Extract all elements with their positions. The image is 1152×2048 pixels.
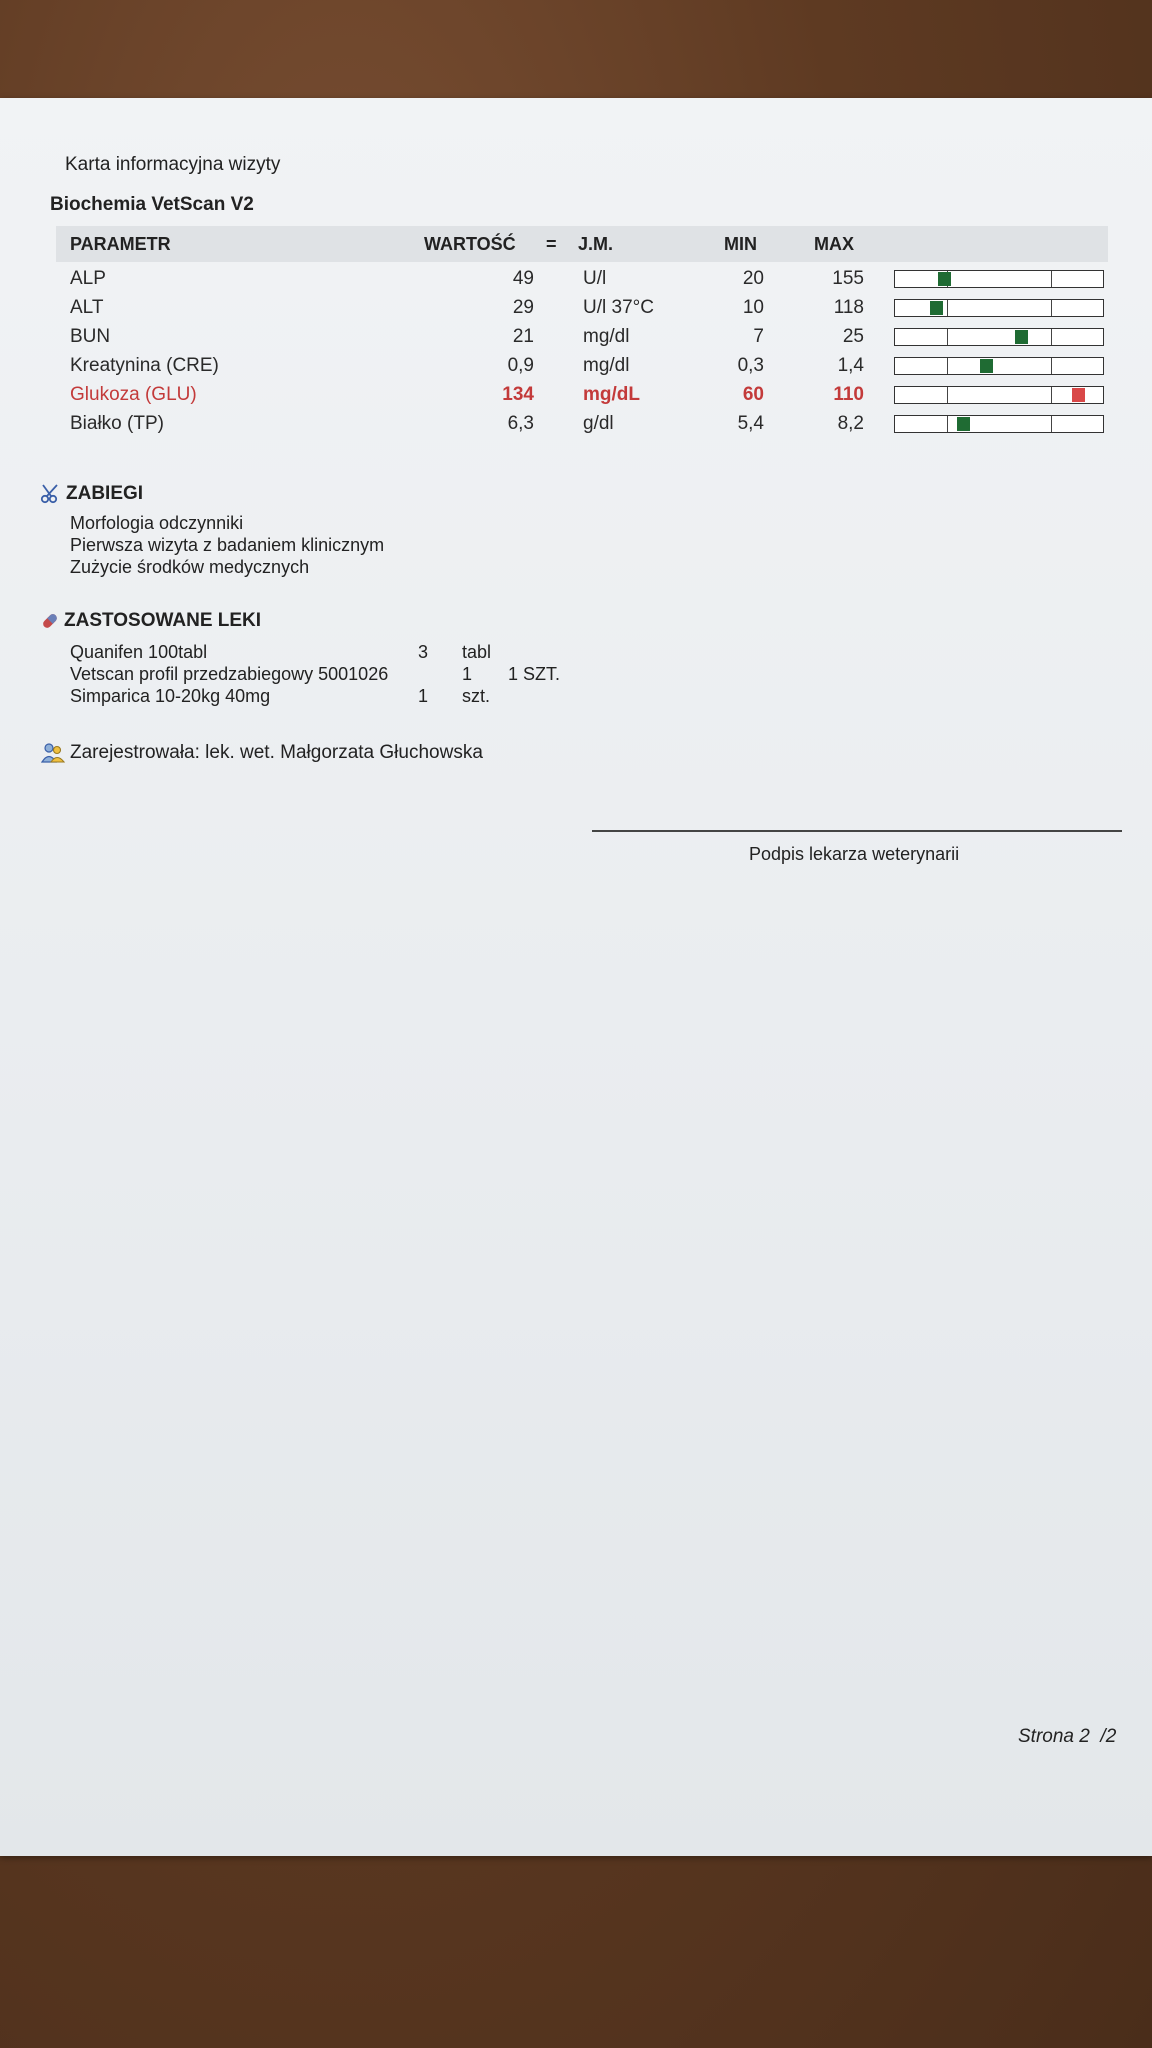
signature-line <box>592 830 1122 832</box>
range-gauge <box>894 270 1104 288</box>
header-param: PARAMETR <box>70 234 171 254</box>
table-row <box>0 380 1152 410</box>
range-marker <box>938 272 951 286</box>
param-name: Glukoza (GLU) <box>70 384 197 405</box>
drug-qty: 1 <box>418 686 429 706</box>
param-name: BUN <box>70 326 111 347</box>
param-max: 1,4 <box>837 355 864 376</box>
param-min: 60 <box>742 384 764 405</box>
param-min: 0,3 <box>737 355 764 376</box>
param-unit: U/l 37°C <box>583 297 654 318</box>
range-gauge <box>894 415 1104 433</box>
param-max: 110 <box>833 384 864 405</box>
drug-unit: tabl <box>462 642 492 662</box>
pill-icon <box>40 611 60 631</box>
drug-name: Vetscan profil przedzabiegowy 5001026 <box>70 664 389 684</box>
table-row <box>0 322 1152 352</box>
param-max: 155 <box>832 268 864 289</box>
drug-name: Quanifen 100tabl <box>70 642 208 662</box>
document-title: Karta informacyjna wizyty <box>65 154 281 175</box>
document-page <box>0 98 1152 1856</box>
range-marker <box>1015 330 1028 344</box>
range-gauge <box>894 299 1104 317</box>
param-name: Kreatynina (CRE) <box>70 355 219 376</box>
param-value: 134 <box>502 384 534 405</box>
param-max: 118 <box>833 297 864 318</box>
range-marker <box>980 359 993 373</box>
range-marker <box>957 417 970 431</box>
drug-unit: 1 SZT. <box>508 664 561 684</box>
procedure-item: Pierwsza wizyta z badaniem klinicznym <box>70 535 385 555</box>
table-header <box>56 226 1108 262</box>
drug-qty: 1 <box>462 664 473 684</box>
param-min: 20 <box>742 268 764 289</box>
drug-unit: szt. <box>462 686 491 706</box>
param-min: 7 <box>753 326 764 347</box>
range-gauge <box>894 386 1104 404</box>
range-marker <box>1072 388 1085 402</box>
table-row <box>0 409 1152 439</box>
people-icon <box>40 742 66 764</box>
param-unit: mg/dl <box>583 326 630 347</box>
range-gauge <box>894 328 1104 346</box>
table-row <box>0 264 1152 294</box>
param-unit: U/l <box>583 268 607 289</box>
param-max: 25 <box>842 326 864 347</box>
range-marker <box>930 301 943 315</box>
param-value: 49 <box>512 268 534 289</box>
param-min: 10 <box>742 297 764 318</box>
procedures-title: ZABIEGI <box>40 483 143 505</box>
scissors-icon <box>40 484 62 504</box>
page-number: Strona 2 /2 <box>1018 1726 1117 1747</box>
param-unit: g/dl <box>583 413 614 434</box>
drugs-title: ZASTOSOWANE LEKI <box>40 610 261 632</box>
param-value: 21 <box>512 326 534 347</box>
procedure-item: Morfologia odczynniki <box>70 513 244 533</box>
procedure-item: Zużycie środków medycznych <box>70 557 310 577</box>
drug-qty: 3 <box>418 642 429 662</box>
table-row <box>0 351 1152 381</box>
header-eq: = <box>546 234 557 254</box>
param-name: ALP <box>70 268 106 289</box>
header-min: MIN <box>724 234 757 254</box>
document-subtitle: Biochemia VetScan V2 <box>50 194 254 215</box>
param-unit: mg/dl <box>583 355 630 376</box>
param-min: 5,4 <box>737 413 764 434</box>
table-row <box>0 293 1152 323</box>
header-unit: J.M. <box>578 234 614 254</box>
drug-name: Simparica 10-20kg 40mg <box>70 686 271 706</box>
param-value: 29 <box>512 297 534 318</box>
param-unit: mg/dL <box>583 384 640 405</box>
signature-label: Podpis lekarza weterynarii <box>749 844 960 864</box>
param-value: 0,9 <box>507 355 534 376</box>
range-gauge <box>894 357 1104 375</box>
header-value: WARTOŚĆ <box>424 234 516 254</box>
registered-by: Zarejestrowała: lek. wet. Małgorzata Głuchowska <box>40 742 483 764</box>
param-name: ALT <box>70 297 104 318</box>
header-max: MAX <box>814 234 854 254</box>
param-value: 6,3 <box>507 413 534 434</box>
param-name: Białko (TP) <box>70 413 164 434</box>
param-max: 8,2 <box>837 413 864 434</box>
